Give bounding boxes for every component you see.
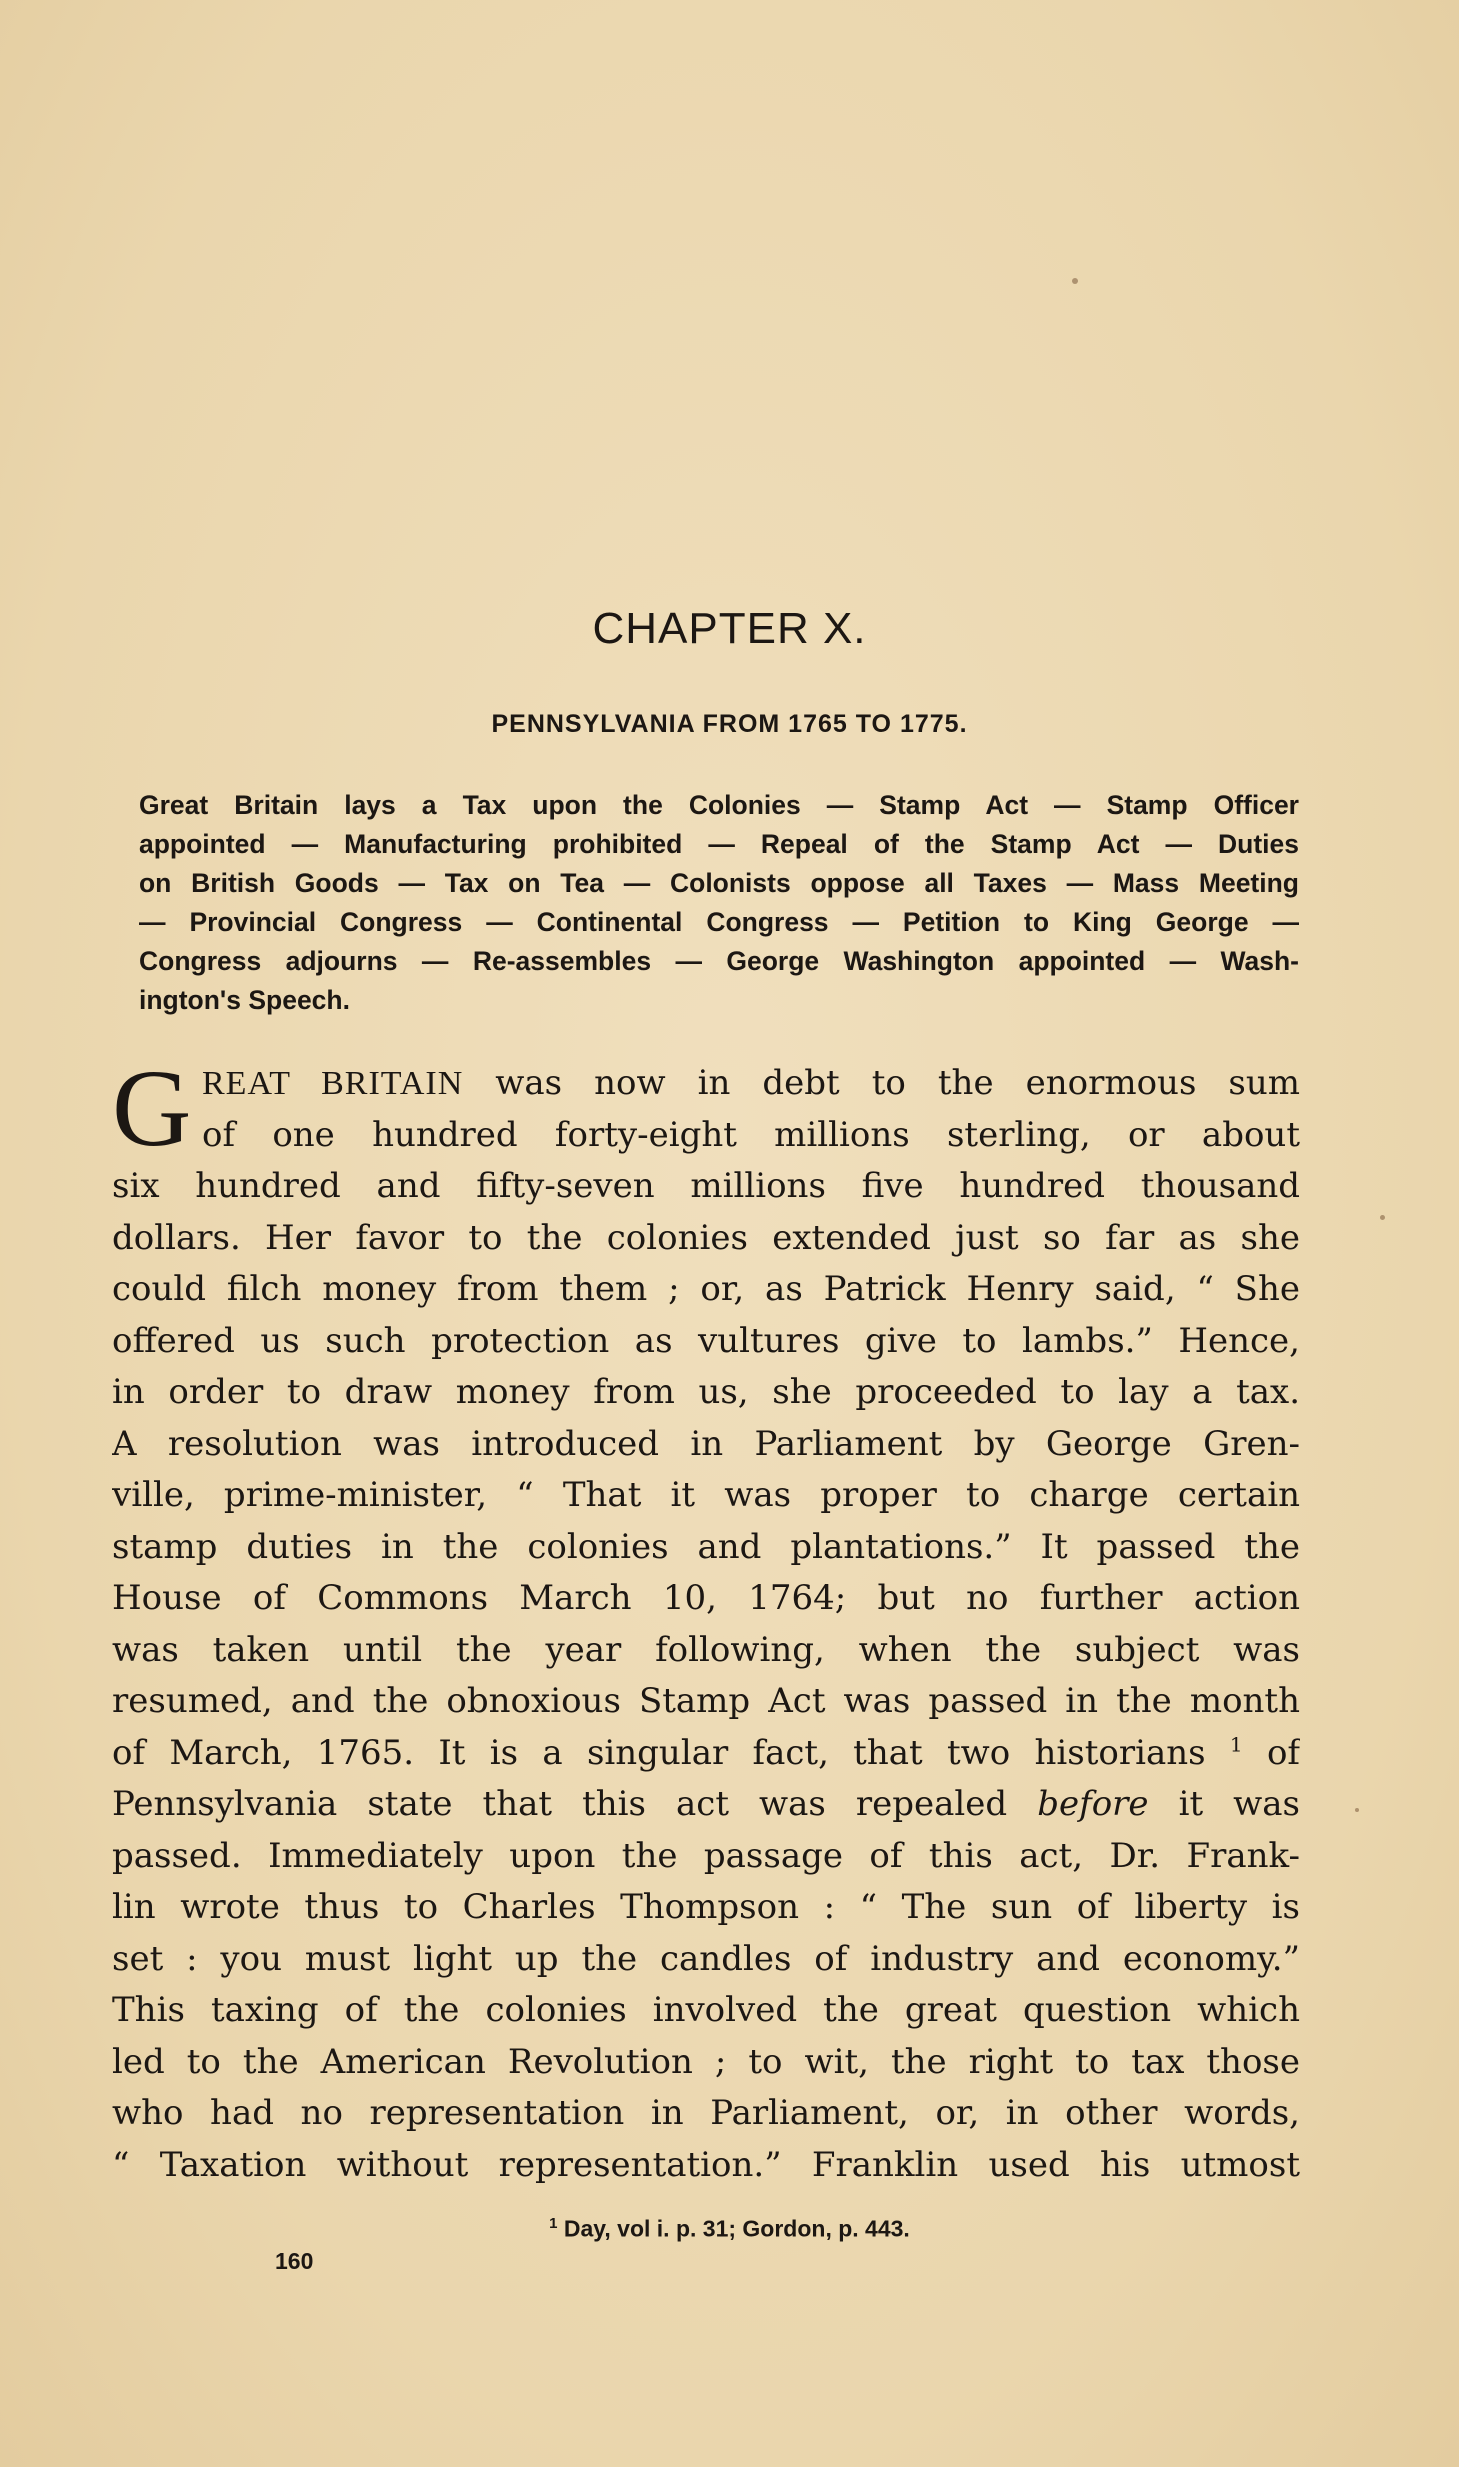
print-speck	[1072, 278, 1078, 284]
body-line-text: of March, 1765. It is a singular fact, that two historians	[112, 1732, 1230, 1773]
drop-cap: G	[112, 1047, 192, 1169]
body-line-text: of	[1242, 1732, 1300, 1773]
body-line-text: it was	[1148, 1784, 1300, 1824]
body-paragraph	[112, 1047, 1300, 2191]
body-line: “ Taxation without representation.” Franklin used his utmost	[112, 2144, 1300, 2185]
summary-line: appointed — Manufacturing prohibited — Repeal of the Stamp Act — Duties	[139, 829, 1299, 859]
body-line: could filch money from them ; or, as Patrick Henry said, “ She	[112, 1269, 1300, 1309]
summary-line: on British Goods — Tax on Tea — Colonists oppose all Taxes — Mass Meeting	[139, 868, 1299, 898]
body-line	[112, 1058, 1300, 1110]
chapter-heading: CHAPTER X.	[592, 604, 867, 653]
body-line: This taxing of the colonies involved the great question which	[112, 1990, 1300, 2030]
body-line: who had no representation in Parliament, or, in other words,	[112, 2093, 1300, 2133]
body-line: offered us such protection as vultures give to lambs.” Hence,	[112, 1320, 1300, 1361]
page-number: 160	[275, 2248, 314, 2274]
body-line	[112, 1728, 1300, 1780]
body-line: resumed, and the obnoxious Stamp Act was passed in the month	[112, 1681, 1300, 1721]
chapter-summary	[139, 786, 1299, 1020]
body-line	[112, 1779, 1300, 1831]
body-line: House of Commons March 10, 1764; but no further action	[112, 1578, 1300, 1618]
body-line: stamp duties in the colonies and plantations.” It passed the	[112, 1526, 1300, 1567]
print-speck	[1355, 1808, 1359, 1812]
body-line: lin wrote thus to Charles Thompson : “ The sun of liberty is	[112, 1887, 1300, 1927]
body-line: ville, prime-minister, “ That it was proper to charge certain	[112, 1475, 1300, 1515]
footnote-reference: 1	[1229, 1732, 1243, 1757]
summary-line: — Provincial Congress — Continental Congress — Petition to King George —	[139, 907, 1299, 937]
body-line: of one hundred forty-eight millions sterling, or about	[202, 1114, 1300, 1155]
body-line: A resolution was introduced in Parliament by George Gren-	[112, 1423, 1300, 1464]
body-line-text: Pennsylvania state that this act was repealed	[112, 1784, 1038, 1824]
summary-line: Congress adjourns — Re-assembles — George Washington appointed — Wash-	[139, 946, 1299, 976]
body-line: set : you must light up the candles of industry and economy.”	[112, 1938, 1300, 1979]
body-line: in order to draw money from us, she proceeded to lay a tax.	[112, 1372, 1300, 1412]
footnote-text: Day, vol i. p. 31; Gordon, p. 443.	[563, 2215, 910, 2242]
body-line: dollars. Her favor to the colonies extended just so far as she	[112, 1217, 1300, 1258]
body-line-text: was now in debt to the enormous sum	[463, 1063, 1300, 1103]
body-line: was taken until the year following, when the subject was	[112, 1629, 1300, 1670]
body-line: passed. Immediately upon the passage of this act, Dr. Frank-	[112, 1835, 1300, 1876]
footnote	[0, 2215, 1459, 2243]
opening-words: REAT BRITAIN	[202, 1065, 464, 1102]
body-line: six hundred and fifty-seven millions five hundred thousand	[112, 1166, 1300, 1206]
emphasis-word: before	[1037, 1784, 1149, 1824]
body-line: led to the American Revolution ; to wit, the right to tax those	[112, 2041, 1300, 2082]
chapter-subtitle: PENNSYLVANIA FROM 1765 TO 1775.	[491, 710, 968, 738]
print-speck	[1380, 1215, 1385, 1220]
footnote-marker: 1	[549, 2215, 558, 2232]
summary-line: Great Britain lays a Tax upon the Colonies — Stamp Act — Stamp Officer	[139, 790, 1299, 820]
summary-line: ington's Speech.	[139, 985, 350, 1015]
